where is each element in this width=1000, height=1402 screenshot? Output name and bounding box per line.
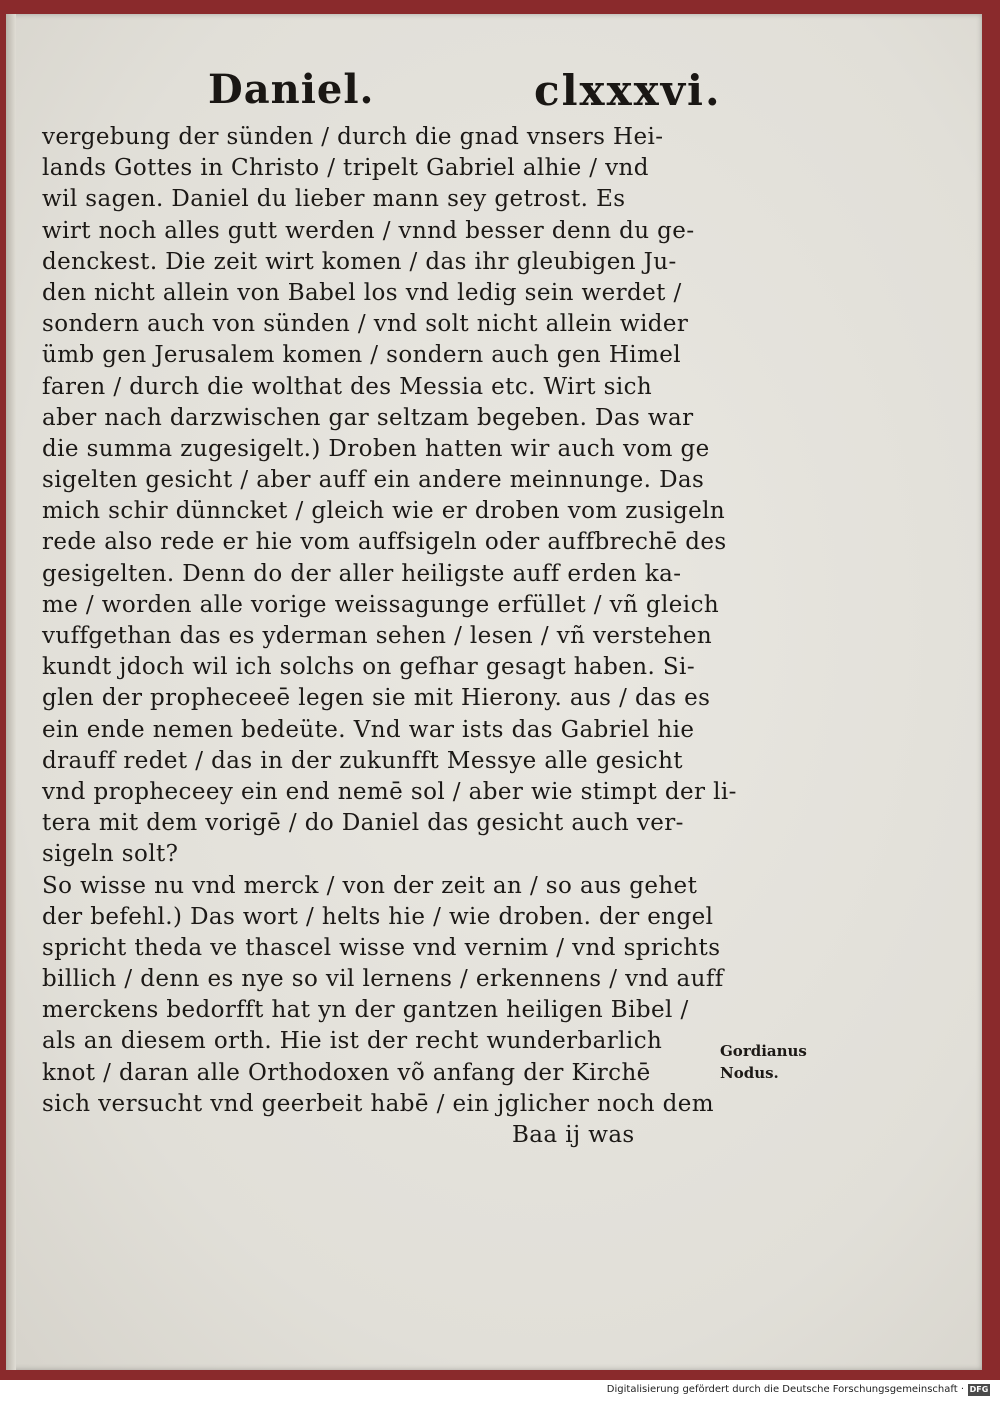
folio-number: clxxxvi.: [534, 66, 722, 115]
body-text: [42, 122, 737, 1151]
digitization-credit: Digitalisierung gefördert durch die Deutsche Forschungsgemeinschaft ·: [606, 1384, 964, 1395]
text-line: gesigelten. Denn do der aller heiligste auff erden ka-: [42, 560, 682, 587]
text-line: als an diesem orth. Hie ist der recht wunderbarlich: [42, 1028, 663, 1055]
text-line: denckest. Die zeit wirt komen / das ihr gleubigen Ju-: [42, 248, 677, 275]
text-line: So wisse nu vnd merck / von der zeit an / so aus gehet: [42, 872, 698, 899]
text-line: glen der propheceeē legen sie mit Hierony. aus / das es: [42, 685, 711, 712]
text-line: faren / durch die wolthat des Messia etc. Wirt sich: [42, 373, 653, 400]
text-line: kundt jdoch wil ich solchs on gefhar gesagt haben. Si-: [42, 654, 695, 681]
text-line: lands Gottes in Christo / tripelt Gabriel alhie / vnd: [42, 155, 649, 182]
text-line: sigeln solt?: [42, 841, 179, 868]
book-page: [6, 14, 982, 1370]
text-line: vnd propheceey ein end nemē sol / aber wie stimpt der li-: [42, 778, 737, 805]
text-line: sondern auch von sünden / vnd solt nicht allein wider: [42, 311, 689, 338]
marginal-note: [720, 1040, 850, 1084]
text-line: tera mit dem vorigē / do Daniel das gesicht auch ver-: [42, 810, 684, 837]
marginal-note-line: Nodus.: [720, 1064, 779, 1082]
text-line: knot / daran alle Orthodoxen võ anfang der Kirchē: [42, 1059, 651, 1086]
page-spine-shadow: [6, 14, 16, 1370]
text-line: vergebung der sünden / durch die gnad vnsers Hei-: [42, 124, 664, 150]
running-head: [196, 54, 722, 124]
text-line: spricht theda ve thascel wisse vnd vernim / vnd sprichts: [42, 934, 721, 961]
text-line: der befehl.) Das wort / helts hie / wie droben. der engel: [42, 903, 714, 930]
text-line: merckens bedorfft hat yn der gantzen heiligen Bibel /: [42, 997, 689, 1024]
text-line: aber nach darzwischen gar seltzam begeben. Das war: [42, 404, 694, 431]
text-line: wil sagen. Daniel du lieber mann sey getrost. Es: [42, 186, 626, 213]
marginal-note-line: Gordianus: [720, 1042, 807, 1060]
text-line: ümb gen Jerusalem komen / sondern auch gen Himel: [42, 342, 682, 369]
text-line: ein ende nemen bedeüte. Vnd war ists das Gabriel hie: [42, 716, 695, 743]
text-line: sigelten gesicht / aber auff ein andere meinnunge. Das: [42, 467, 705, 494]
running-head-title: Daniel.: [208, 66, 375, 113]
text-line: wirt noch alles gutt werden / vnnd besser denn du ge-: [42, 217, 695, 244]
text-line: den nicht allein von Babel los vnd ledig sein werdet /: [42, 279, 682, 306]
text-line: mich schir dünncket / gleich wie er droben vom zusigeln: [42, 498, 726, 525]
text-line: billich / denn es nye so vil lernens / erkennens / vnd auff: [42, 966, 724, 993]
text-line: vuffgethan das es yderman sehen / lesen / vñ verstehen: [42, 623, 713, 649]
text-line: sich versucht vnd geerbeit habē / ein jglicher noch dem: [42, 1090, 714, 1117]
text-line: drauff redet / das in der zukunfft Messye alle gesicht: [42, 747, 683, 774]
dfg-logo: DFG: [969, 1385, 989, 1394]
text-line: me / worden alle vorige weissagunge erfüllet / vñ gleich: [42, 591, 720, 618]
signature-catchword-line: Baa ij was: [512, 1122, 635, 1148]
text-line: rede also rede er hie vom auffsigeln oder auffbrechē des: [42, 529, 727, 556]
text-line: die summa zugesigelt.) Droben hatten wir auch vom ge: [42, 435, 710, 462]
